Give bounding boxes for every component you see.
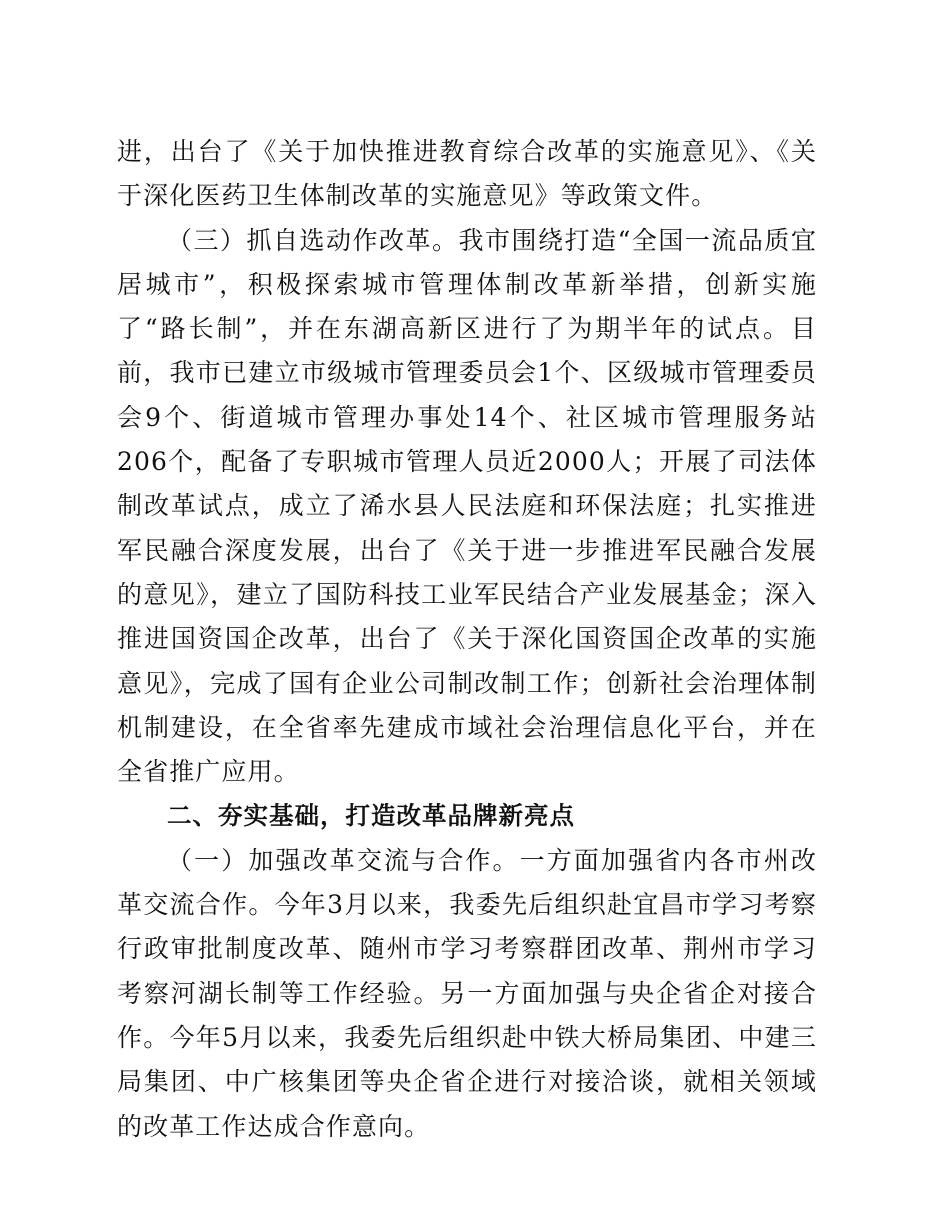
paragraph-section-2-1: （一）加强改革交流与合作。一方面加强省内各市州改革交流合作。今年3月以来，我委先后组织赴宜昌市学习考察行政审批制度改革、随州市学习考察群团改革、荆州市学习考察河湖长制等工作经验。另一方面加强与央企省企对接合作。今年5月以来，我委先后组织赴中铁大桥局集团、中建三局集团、中广核集团等央企省企进行对接洽谈，就相关领域的改革工作达成合作意向。	[117, 845, 817, 1141]
paragraph-continuation: 进，出台了《关于加快推进教育综合改革的实施意见》、《关于深化医药卫生体制改革的实施意见》等政策文件。	[117, 137, 817, 211]
document-body	[117, 130, 817, 1149]
section-heading-2: 二、夯实基础，打造改革品牌新亮点	[167, 801, 575, 831]
paragraph-section-3: （三）抓自选动作改革。我市围绕打造“全国一流品质宜居城市”，积极探索城市管理体制改革新举措，创新实施了“路长制”，并在东湖高新区进行了为期半年的试点。目前，我市已建立市级城市管理委员会1个、区级城市管理委员会9个、街道城市管理办事处14个、社区城市管理服务站206个，配备了专职城市管理人员近2000人；开展了司法体制改革试点，成立了浠水县人民法庭和环保法庭；扎实推进军民融合深度发展，出台了《关于进一步推进军民融合发展的意见》，建立了国防科技工业军民结合产业发展基金；深入推进国资国企改革，出台了《关于深化国资国企改革的实施意见》，完成了国有企业公司制改制工作；创新社会治理体制机制建设，在全省率先建成市域社会治理信息化平台，并在全省推广应用。	[117, 225, 817, 787]
